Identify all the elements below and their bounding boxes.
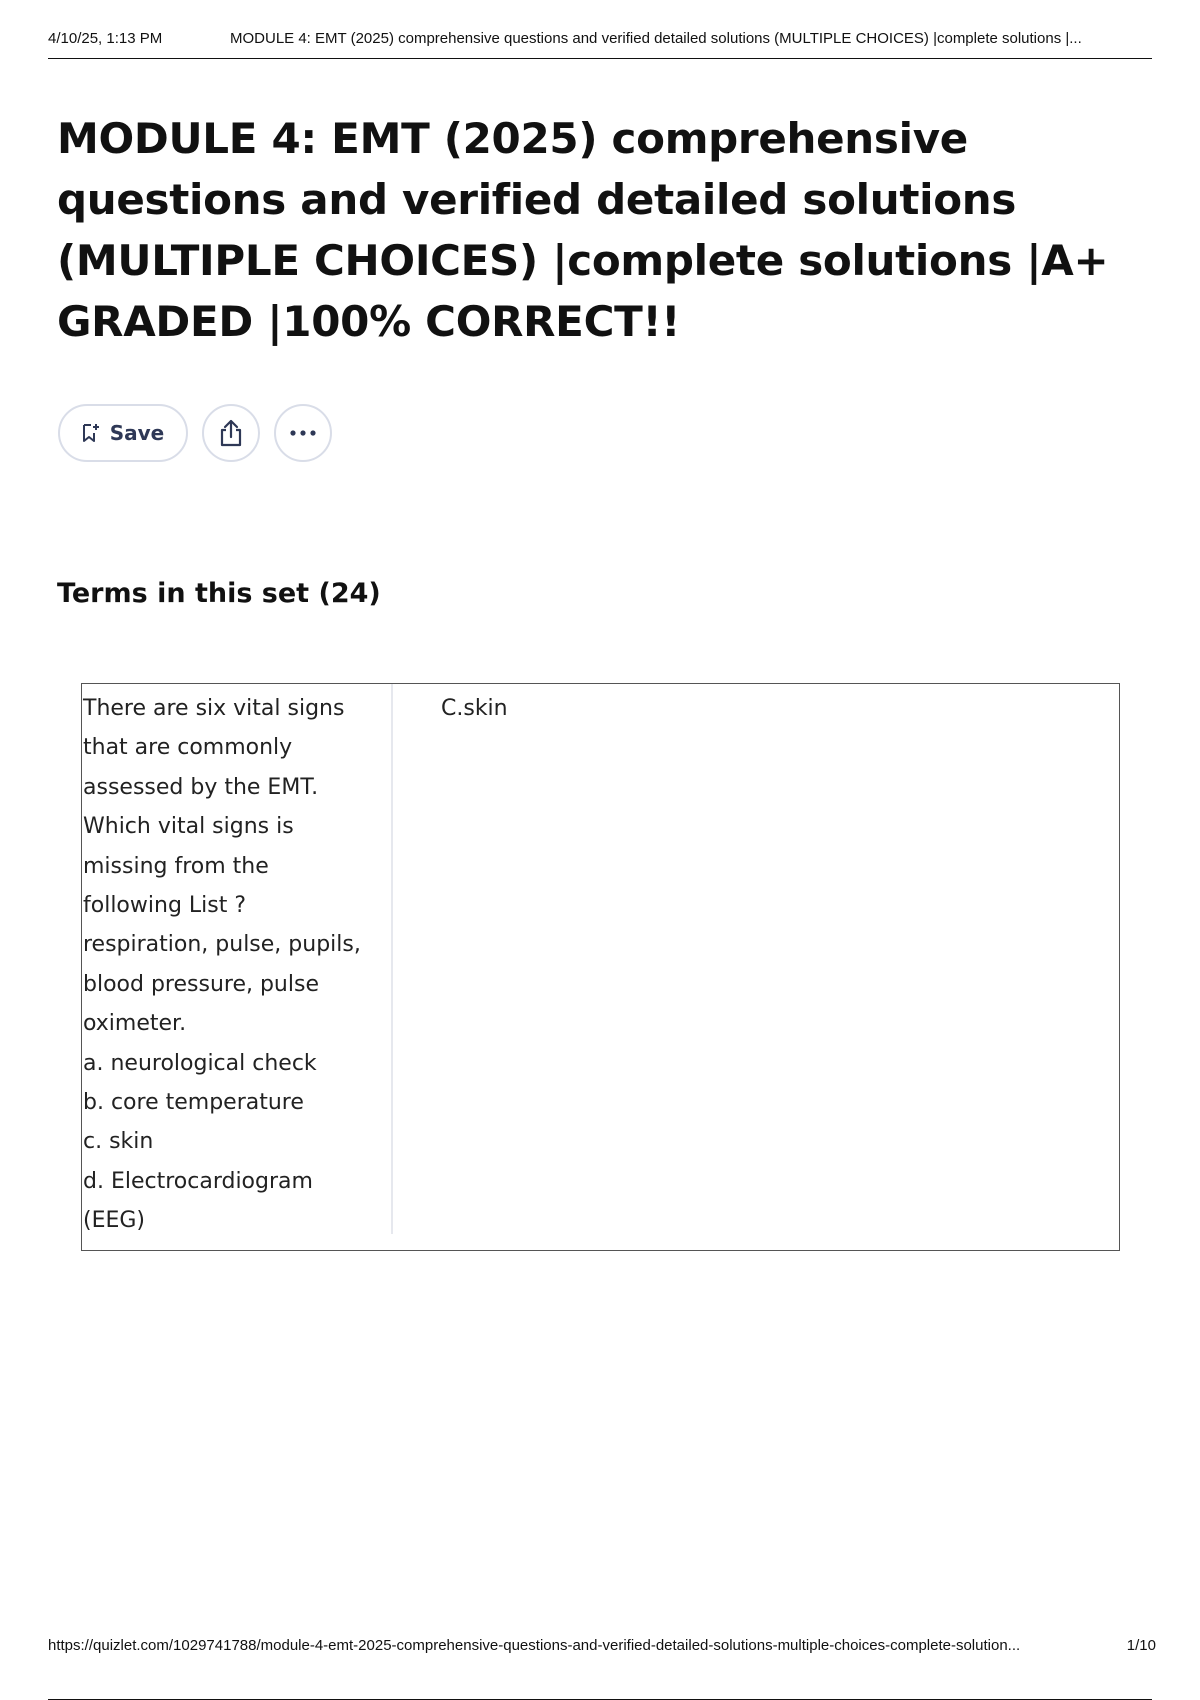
term-line: (EEG) — [83, 1208, 146, 1234]
save-label: Save — [109, 421, 165, 445]
print-document-title: MODULE 4: EMT (2025) comprehensive questions and verified detailed solutions (MULTIPLE CHOICES) |complete solutions |... — [230, 30, 1082, 47]
term-line: a. neurological check — [83, 1050, 317, 1076]
share-button[interactable] — [202, 404, 260, 462]
term-line: Which vital signs is — [83, 814, 294, 840]
page-number: 1/10 — [1126, 1637, 1156, 1654]
page-title: MODULE 4: EMT (2025) comprehensive questions and verified detailed solutions (MULTIPLE CHOICES) |complete solutions |A+ GRADED |100% CORRECT!! — [57, 114, 1109, 346]
term-line: blood pressure, pulse — [83, 971, 319, 997]
term-text — [83, 689, 373, 1241]
save-button[interactable] — [58, 404, 188, 462]
term-line: that are commonly — [83, 735, 293, 761]
term-line: b. core temperature — [83, 1090, 304, 1116]
term-line: following List ? — [83, 893, 247, 919]
term-line: respiration, pulse, pupils, — [83, 932, 361, 958]
more-horizontal-icon — [289, 429, 317, 437]
term-line: oximeter. — [83, 1011, 187, 1037]
terms-heading: Terms in this set (24) — [57, 578, 381, 609]
print-footer — [48, 1637, 1156, 1700]
bookmark-add-icon — [82, 423, 100, 443]
more-options-button[interactable] — [274, 404, 332, 462]
print-header — [48, 28, 1152, 59]
term-line: missing from the — [83, 853, 269, 879]
print-url: https://quizlet.com/1029741788/module-4-emt-2025-comprehensive-questions-and-verified-detailed-solutions-multiple-choices-complete-solution... — [48, 1637, 1021, 1654]
term-line: c. skin — [83, 1129, 154, 1155]
term-line: assessed by the EMT. — [83, 774, 319, 800]
definition-text: C.skin — [441, 696, 508, 721]
term-card — [81, 683, 1120, 1251]
term-line: There are six vital signs — [83, 696, 345, 721]
print-date: 4/10/25, 1:13 PM — [48, 30, 163, 47]
term-line: d. Electrocardiogram — [83, 1168, 313, 1194]
share-icon — [218, 419, 244, 447]
card-divider — [391, 684, 393, 1234]
